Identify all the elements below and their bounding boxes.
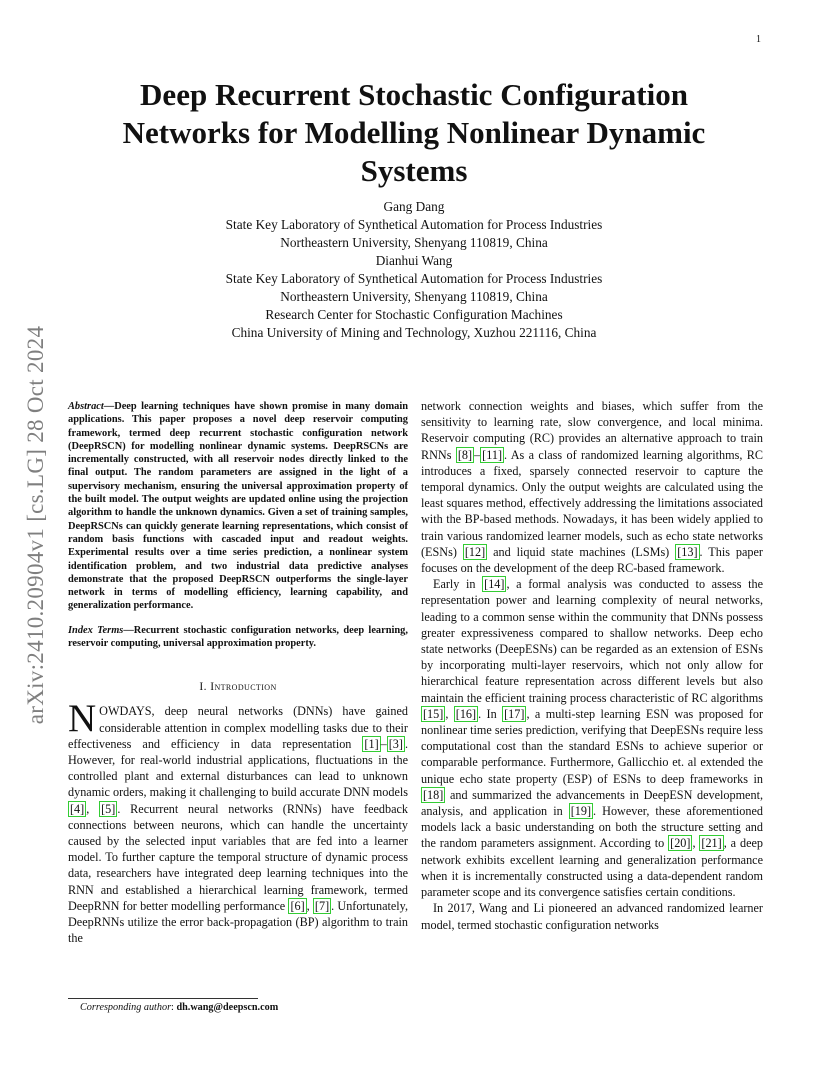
footnote-separator: : bbox=[171, 1002, 177, 1013]
footnote-rule bbox=[68, 998, 258, 999]
text-run: Early in bbox=[433, 577, 483, 592]
text-run: . However, for real-world industrial applications, fluctuations in the controlled plant and external disturbances can lead to unknown dynamic orders, making it challenging to build accurate DNN models bbox=[68, 736, 408, 800]
citation-link[interactable]: [19] bbox=[570, 804, 592, 819]
citation-link[interactable]: [6] bbox=[290, 898, 305, 913]
text-run: . However, these aforementioned models lack a basic understanding on both the structure setting and the random parameters assignment. According to bbox=[421, 804, 763, 851]
author-name: Dianhui Wang bbox=[375, 253, 453, 268]
citation-link[interactable]: [15] bbox=[423, 706, 444, 721]
body-paragraph: In 2017, Wang and Li pioneered an advanced randomized learner model, termed stochastic configuration networks bbox=[421, 901, 763, 932]
citation-link[interactable]: [8] bbox=[457, 447, 473, 462]
index-terms-text: —Recurrent stochastic configuration networks, deep learning, reservoir computing, universal approximation property. bbox=[68, 624, 408, 650]
citation-link[interactable]: [21] bbox=[701, 836, 722, 851]
author-block bbox=[80, 198, 748, 342]
text-run: . Unfortunately, DeepRNNs utilize the error back-propagation (BP) algorithm to train the bbox=[68, 898, 409, 946]
author-affiliation: State Key Laboratory of Synthetical Automation for Process Industries bbox=[225, 271, 603, 286]
index-terms-label: Index Terms bbox=[68, 624, 124, 636]
text-run: OWDAYS, deep neural networks (DNNs) have gained considerable attention in complex modelling tasks due to their effectiveness and efficiency in data representation bbox=[68, 704, 408, 751]
text-run: . In bbox=[478, 706, 503, 721]
section-number: I. bbox=[199, 680, 207, 694]
page-number: 1 bbox=[756, 34, 761, 45]
left-column bbox=[68, 400, 408, 946]
text-run: , bbox=[306, 898, 313, 913]
author-affiliation: State Key Laboratory of Synthetical Automation for Process Industries bbox=[225, 217, 603, 232]
citation-link[interactable]: [20] bbox=[670, 836, 691, 851]
text-run: . This paper focuses on the development of the deep RC-based framework. bbox=[421, 544, 763, 576]
text-run: . Recurrent neural networks (RNNs) have feedback connections between neurons, which can handle the uncertainty caused by the selected input variables that are fed into a learner model. To further capture the temporal structure of dynamic process data, researchers have integrated deep learning techniques into the RNN and established a hierarchical learning framework, termed DeepRNN for better modelling performance bbox=[68, 801, 409, 913]
body-paragraph bbox=[421, 576, 763, 900]
citation-link[interactable]: [11] bbox=[482, 447, 503, 462]
corresponding-author-note bbox=[80, 1002, 408, 1013]
abstract bbox=[68, 400, 408, 613]
drop-cap: N bbox=[68, 697, 97, 741]
section-heading-introduction bbox=[68, 680, 408, 693]
text-run: and summarized the advancements in DeepESN development, analysis, and application in bbox=[421, 787, 763, 819]
abstract-text: —Deep learning techniques have shown promise in many domain applications. This paper proposes a novel deep reservoir computing framework, termed deep recurrent stochastic configuration network (DeepRSCN) for modelling nonlinear dynamic systems. DeepRSCNs are incrementally constructed, with all reservoir nodes directly linked to the final output. The random parameters are assigned in the light of a supervisory mechanism, ensuring the universal approximation property of the built model. The output weights are updated online using the projection algorithm to handle the unknown dynamics. Given a set of training samples, DeepRSCNs can quickly generate learning representations, which consist of random basis functions with cascaded input and readout weights. Experimental results over a time series prediction, a nonlinear system identification problem, and two industrial data predictive analyses demonstrate that the proposed DeepRSCN outperforms the single-layer network in terms of modelling efficiency, learning capability, and generalization performance. bbox=[68, 401, 408, 612]
author-affiliation: Northeastern University, Shenyang 110819, China bbox=[280, 235, 548, 250]
citation-link[interactable]: [12] bbox=[464, 544, 486, 559]
section-title-initial: I bbox=[210, 680, 215, 694]
citation-link[interactable]: [17] bbox=[504, 706, 525, 721]
text-run: . As a class of randomized learning algorithms, RC introduces a fixed, sparsely connected reservoir to capture the temporal dynamics. Only the output weights are calculated using the least squares method, effectively addressing the limitations associated with the BP-based methods. Nowadays, it has been widely applied to train various randomized learner models, such as echo state networks (ESNs) bbox=[421, 447, 763, 559]
arxiv-identifier bbox=[16, 290, 56, 760]
right-column bbox=[421, 398, 763, 933]
title-line-3: Systems bbox=[360, 153, 468, 188]
body-paragraph bbox=[421, 398, 763, 576]
text-run: , a multi-step learning ESN was proposed for nonlinear time series prediction, verifying that DeepESNs require less computational cost than the standard ESNs to achieve superior or comparable performance. Furthermore, Gallicchio et. al extended the unique echo state property (ESP) of ESNs to deep frameworks in bbox=[421, 706, 764, 786]
text-run: , bbox=[445, 706, 454, 721]
paper-title bbox=[80, 76, 748, 190]
citation-link[interactable]: [5] bbox=[101, 801, 116, 816]
text-run: – bbox=[474, 447, 481, 462]
citation-link[interactable]: [18] bbox=[423, 787, 444, 802]
citation-link[interactable]: [14] bbox=[484, 577, 505, 592]
text-run: and liquid state machines (LSMs) bbox=[487, 544, 676, 559]
abstract-label: Abstract bbox=[68, 401, 104, 412]
text-run: , a formal analysis was conducted to assess the representation power and learning complexity of neural networks, leading to a common sense within the community that DNNs possess greater expressiveness compared to shallow networks. Deep echo state networks (DeepESNs) can be regarded as an extension of ESNs by incorporating multi-layer reservoirs, which not only allow for hierarchical feature representation across different levels but also maintain the efficient training process characteristic of RC algorithms bbox=[421, 577, 763, 705]
intro-paragraph bbox=[68, 697, 409, 946]
citation-link[interactable]: [1] bbox=[364, 736, 379, 751]
index-terms bbox=[68, 624, 408, 651]
citation-link[interactable]: [7] bbox=[314, 898, 330, 913]
text-run: , bbox=[86, 801, 100, 816]
author-email-link[interactable]: dh.wang@deepscn.com bbox=[176, 1002, 279, 1013]
text-run: , a deep network exhibits excellent learning and generalization performance when it is incrementally constructed using a data-dependent random parameter scope and its convergence satisfies certain conditions. bbox=[421, 836, 763, 900]
author-affiliation: Research Center for Stochastic Configuration Machines bbox=[265, 307, 563, 322]
citation-link[interactable]: [13] bbox=[677, 544, 698, 559]
title-line-2: Networks for Modelling Nonlinear Dynamic bbox=[122, 115, 706, 150]
text-run: , bbox=[692, 836, 700, 851]
title-line-1: Deep Recurrent Stochastic Configuration bbox=[140, 77, 688, 112]
author-affiliation: Northeastern University, Shenyang 110819, China bbox=[280, 289, 548, 304]
author-affiliation: China University of Mining and Technology, Xuzhou 221116, China bbox=[231, 325, 597, 340]
arxiv-identifier-text: arXiv:2410.20904v1 [cs.LG] 28 Oct 2024 bbox=[23, 325, 48, 725]
text-run: network connection weights and biases, which suffer from the sensitivity to learning rate, slow convergence, and local minima. Reservoir computing (RC) provides an alternative approach to train RNNs bbox=[421, 399, 763, 462]
citation-link[interactable]: [3] bbox=[388, 736, 403, 751]
citation-link[interactable]: [16] bbox=[455, 706, 477, 721]
footnote bbox=[68, 998, 408, 1013]
footnote-label: Corresponding author bbox=[80, 1002, 172, 1013]
text-run: – bbox=[380, 736, 387, 751]
citation-link[interactable]: [4] bbox=[70, 801, 85, 816]
author-name: Gang Dang bbox=[383, 199, 445, 214]
section-title-rest: ntroduction bbox=[214, 680, 277, 694]
